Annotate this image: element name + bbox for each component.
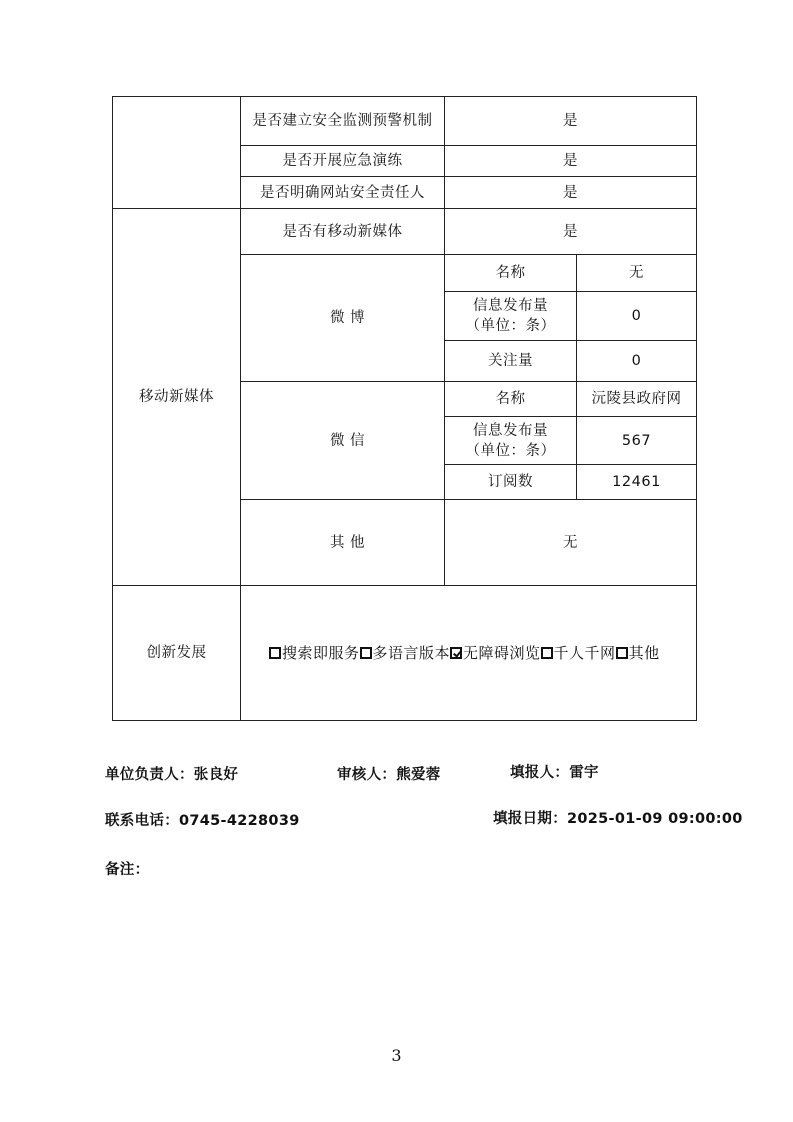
wechat-posts-label-line1: 信息发布量: [473, 422, 548, 439]
filler: 填报人：雷宇: [510, 765, 599, 781]
wechat-name-label: 名称: [445, 382, 577, 417]
weibo-posts-label-line1: 信息发布量: [473, 298, 548, 314]
wechat-name-value: 沅陵县政府网: [577, 382, 697, 417]
weibo-posts-label: [445, 292, 577, 341]
responsible-person: 单位负责人：张良好: [105, 767, 239, 783]
checkbox-icon[interactable]: [360, 647, 372, 659]
option-other[interactable]: [616, 643, 660, 663]
row-value: 是: [445, 146, 697, 177]
weibo-posts-label-line2: （单位：条）: [465, 318, 556, 334]
option-label: 无障碍浏览: [463, 643, 541, 662]
section-label-media: 移动新媒体: [113, 209, 241, 586]
option-multilingual[interactable]: [360, 643, 451, 663]
section-cell-security: [113, 97, 241, 209]
checkbox-icon[interactable]: [269, 647, 281, 659]
row-value: 是: [445, 209, 697, 255]
option-label: 搜索即服务: [282, 643, 360, 662]
weibo-followers-value: 0: [577, 341, 697, 382]
row-value: 是: [445, 97, 697, 146]
weibo-followers-label: 关注量: [445, 341, 577, 382]
wechat-posts-label: [445, 417, 577, 465]
weibo-label: 微 博: [241, 255, 445, 382]
contact-phone: 联系电话：0745-4228039: [105, 813, 300, 829]
row-label: 是否建立安全监测预警机制: [241, 97, 445, 146]
weibo-name-value: 无: [577, 255, 697, 292]
remarks: 备注：: [105, 862, 150, 878]
option-label: 多语言版本: [372, 643, 451, 662]
row-label: 是否明确网站安全责任人: [241, 177, 445, 209]
option-label: 其他: [628, 643, 660, 662]
weibo-name-label: 名称: [445, 255, 577, 292]
checkbox-icon[interactable]: [541, 647, 553, 659]
fill-date: 填报日期：2025-01-09 09:00:00: [493, 811, 743, 827]
wechat-subscribers-label: 订阅数: [445, 465, 577, 500]
row-value: 是: [445, 177, 697, 209]
wechat-label: 微 信: [241, 382, 445, 500]
wechat-posts-value: 567: [577, 417, 697, 465]
section-label-innovation: 创新发展: [113, 586, 241, 721]
checked-checkbox-icon[interactable]: [450, 647, 462, 659]
other-label: 其 他: [241, 500, 445, 586]
other-value: 无: [445, 500, 697, 586]
reviewer: 审核人：熊爱蓉: [337, 767, 441, 783]
wechat-subscribers-value: 12461: [577, 465, 697, 500]
checkbox-icon[interactable]: [616, 647, 628, 659]
wechat-posts-label-line2: （单位：条）: [465, 442, 556, 459]
page-number: 3: [391, 1046, 402, 1065]
option-personalized[interactable]: [541, 643, 616, 663]
option-accessibility[interactable]: [450, 643, 541, 663]
row-label: 是否开展应急演练: [241, 146, 445, 177]
report-table: [112, 96, 697, 721]
option-label: 千人千网: [553, 643, 616, 662]
row-label: 是否有移动新媒体: [241, 209, 445, 255]
option-search-as-service[interactable]: [269, 643, 360, 663]
weibo-posts-value: 0: [577, 292, 697, 341]
innovation-options: [241, 586, 697, 721]
